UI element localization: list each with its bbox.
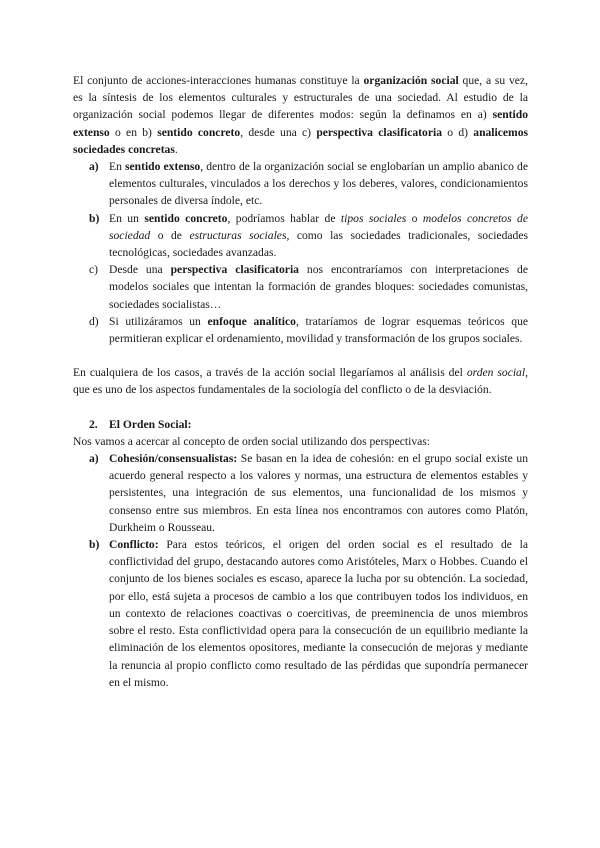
list-marker: d): [89, 314, 99, 328]
list-item-cohesion: a) Cohesión/consensualistas: Se basan en la idea de cohesión: en el grupo social existe un acuerdo general respecto a los valores y normas, una estructura de elementos estables y persistentes, una integración de sus elementos, una funcionalidad de los mismos y consenso entre sus miembros. En esta línea nos encontramos con autores como Platón, Durkheim o Rousseau.: [89, 452, 528, 534]
document-page: [73, 72, 528, 691]
list-item-perspectiva-clasificatoria: c) Desde una perspectiva clasificatoria nos encontraríamos con interpretaciones de modelos sociales que intentan la formación de grandes bloques: sociedades comunistas, sociedades socialistas…: [89, 263, 528, 311]
list-marker: a): [89, 452, 99, 466]
section-intro: Nos vamos a acercar al concepto de orden social utilizando dos perspectivas:: [73, 434, 431, 448]
list-item-conflicto: b) Conflicto: Para estos teóricos, el origen del orden social es el resultado de la conflictividad del grupo, destacando autores como Aristóteles, Marx o Hobbes. Cuando el conjunto de los bienes sociales es escaso, aparece la lucha por su obtención. La sociedad, por ello, está sujeta a procesos de cambio a los que contribuyen todos los individuos, en un contexto de relaciones coactivas o coercitivas, de preeminencia de unos miembros sobre el resto. Esta conflictividad opera para la consecución de un equilibrio mediante la eliminación de los elementos opositores, mediante la consecución de mejoras y mediante la renuncia al propio conflicto como resultado de las pérdidas que supondría permanecer en el mismo.: [89, 538, 528, 689]
list-marker: a): [89, 160, 99, 174]
list-item-enfoque-analitico: d) Si utilizáramos un enfoque analítico, trataríamos de lograr esquemas teóricos que permitieran explicar el ordenamiento, movilidad y transformación de los grupos sociales.: [89, 314, 529, 346]
list-marker: b): [89, 211, 100, 225]
section-title: El Orden Social:: [109, 417, 192, 431]
list-marker: c): [89, 263, 99, 277]
section-number: 2.: [89, 417, 98, 431]
list-item-sentido-concreto: b) En un sentido concreto, podríamos hablar de tipos sociales o modelos concretos de sociedad o de estructuras sociales, como las sociedades tradicionales, sociedades tecnológicas, sociedades avanzadas.: [89, 211, 528, 260]
intro-paragraph: El conjunto de acciones-interacciones humanas constituye la organización social que, a su vez, es la síntesis de los elementos culturales y estructurales de una sociedad. Al estudio de la organización social podemos llegar de diferentes modos: según la definamos en a) sentido extenso o en b) sentido concreto, desde una c) perspectiva clasificatoria o d) analicemos sociedades concretas.: [73, 74, 529, 156]
list-item-sentido-extenso: a) En sentido extenso, dentro de la organización social se englobarían un amplio abanico de elementos culturales, vinculados a los derechos y los deberes, valores, condicionamientos personales de diversa índole, etc.: [89, 160, 528, 208]
section-heading: [73, 416, 528, 433]
orden-social-paragraph: En cualquiera de los casos, a través de la acción social llegaríamos al análisis del orden social, que es uno de los aspectos fundamentales de la sociología del conflicto o de la desviación.: [73, 366, 528, 397]
list-marker: b): [89, 538, 100, 552]
